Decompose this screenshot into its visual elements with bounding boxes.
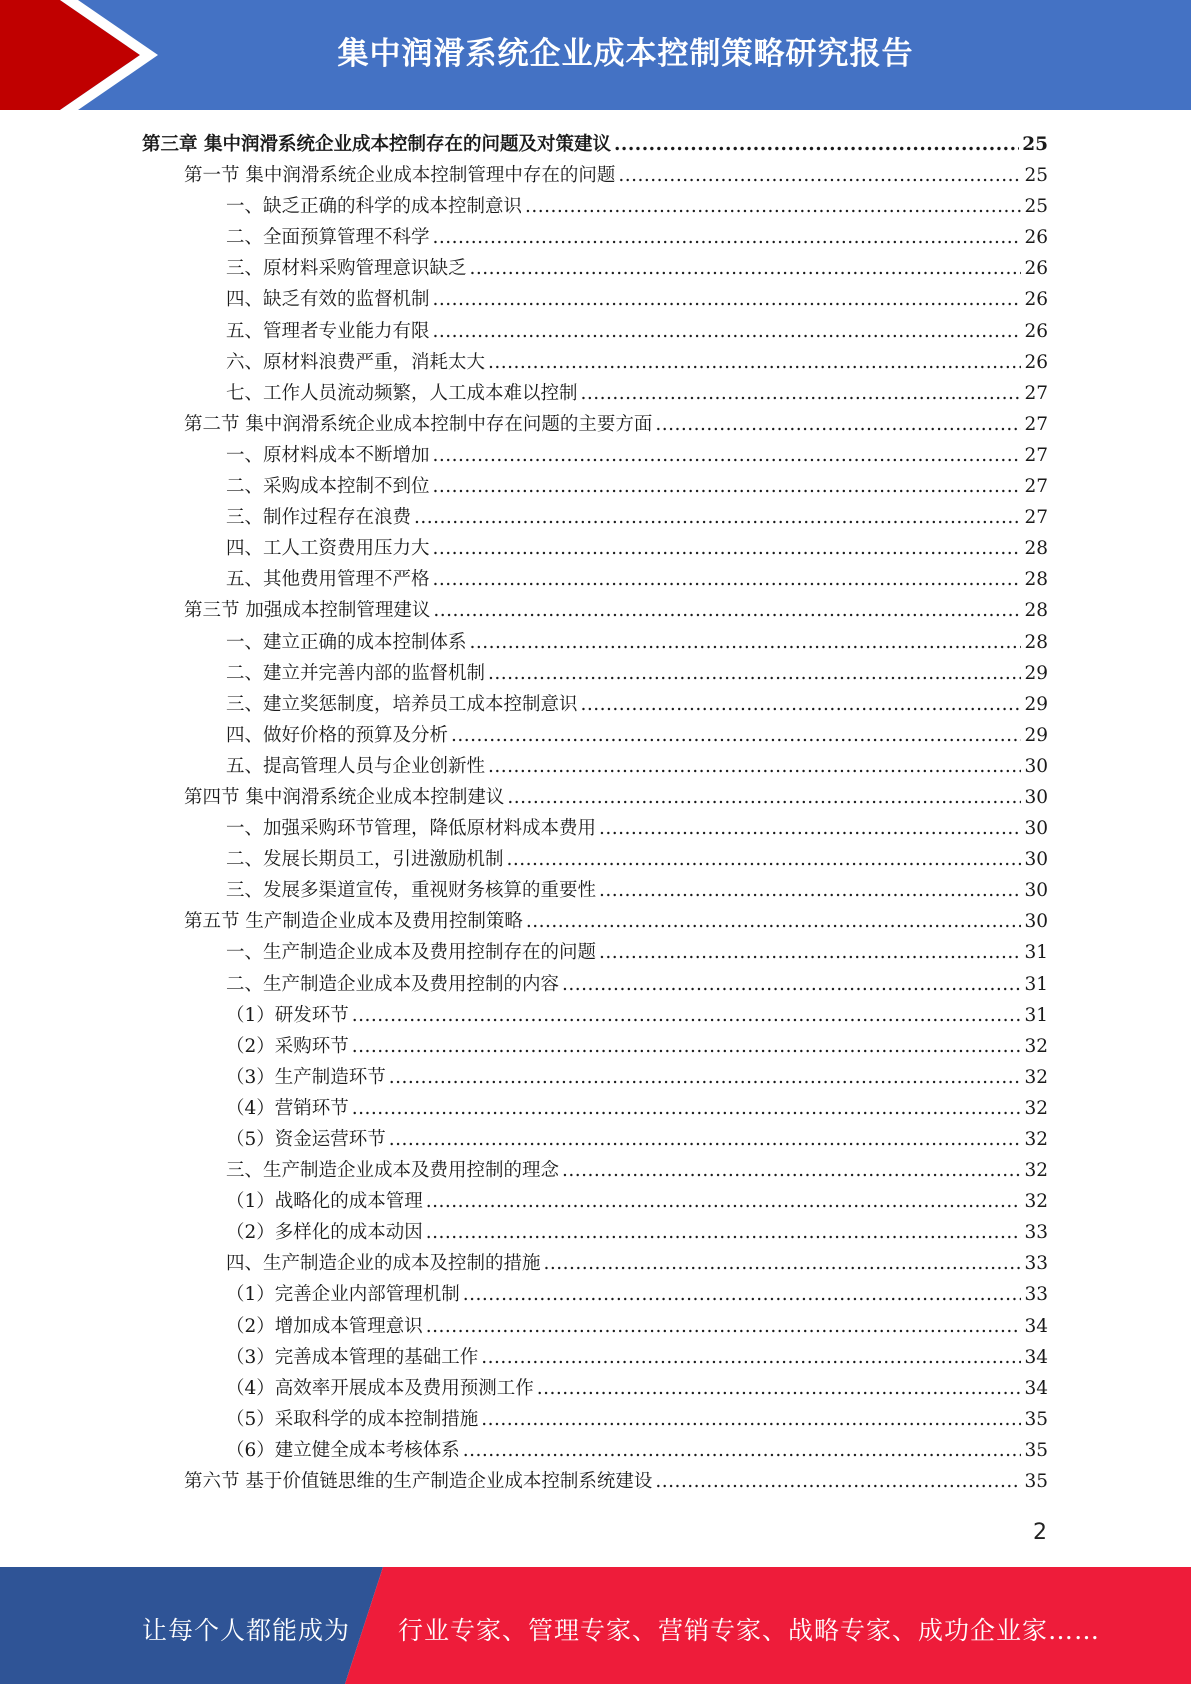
toc-entry-page: 32 xyxy=(1024,1066,1048,1088)
toc-dot-leader xyxy=(451,720,1021,751)
toc-entry[interactable] xyxy=(142,813,1048,844)
toc-dot-leader xyxy=(488,347,1021,378)
toc-entry-title: 四、做好价格的预算及分析 xyxy=(226,724,449,746)
toc-entry-page: 28 xyxy=(1024,600,1048,622)
toc-dot-leader xyxy=(655,1466,1021,1497)
header-banner xyxy=(0,0,1191,110)
toc-dot-leader xyxy=(352,1031,1022,1062)
toc-entry-title: 第二节 集中润滑系统企业成本控制中存在问题的主要方面 xyxy=(184,413,653,435)
toc-entry[interactable] xyxy=(142,844,1048,875)
toc-dot-leader xyxy=(426,1311,1022,1342)
toc-entry-page: 30 xyxy=(1024,818,1048,840)
toc-entry[interactable] xyxy=(142,1062,1048,1093)
toc-dot-leader xyxy=(426,1186,1022,1217)
toc-entry-page: 30 xyxy=(1024,755,1048,777)
toc-dot-leader xyxy=(433,533,1022,564)
toc-entry-title: 第三节 加强成本控制管理建议 xyxy=(184,600,431,622)
toc-dot-leader xyxy=(599,813,1021,844)
toc-entry-page: 27 xyxy=(1024,413,1048,435)
toc-dot-leader xyxy=(655,409,1021,440)
toc-entry-title: （3）生产制造环节 xyxy=(226,1066,386,1088)
toc-entry-title: 三、原材料采购管理意识缺乏 xyxy=(226,258,467,280)
toc-entry[interactable] xyxy=(142,284,1048,315)
toc-entry-title: （6）建立健全成本考核体系 xyxy=(226,1439,460,1461)
toc-dot-leader xyxy=(463,1279,1022,1310)
toc-entry-page: 31 xyxy=(1024,973,1048,995)
toc-entry-title: （1）完善企业内部管理机制 xyxy=(226,1284,460,1306)
toc-entry-page: 26 xyxy=(1024,227,1048,249)
toc-entry[interactable] xyxy=(142,1373,1048,1404)
toc-dot-leader xyxy=(488,751,1021,782)
toc-entry[interactable] xyxy=(142,1124,1048,1155)
toc-entry-title: （3）完善成本管理的基础工作 xyxy=(226,1346,479,1368)
toc-entry[interactable] xyxy=(142,533,1048,564)
toc-dot-leader xyxy=(599,875,1021,906)
toc-entry-title: 六、原材料浪费严重，消耗太大 xyxy=(226,351,486,373)
toc-entry-page: 30 xyxy=(1024,786,1048,808)
toc-entry-title: 四、工人工资费用压力大 xyxy=(226,538,430,560)
toc-entry-page: 35 xyxy=(1024,1471,1048,1493)
toc-dot-leader xyxy=(481,1342,1021,1373)
toc-entry[interactable] xyxy=(142,875,1048,906)
toc-dot-leader xyxy=(433,316,1022,347)
toc-entry-title: 四、生产制造企业的成本及控制的措施 xyxy=(226,1253,541,1275)
toc-entry-page: 25 xyxy=(1022,134,1048,155)
toc-entry[interactable] xyxy=(142,782,1048,813)
toc-entry-page: 26 xyxy=(1024,320,1048,342)
toc-entry-page: 32 xyxy=(1024,1035,1048,1057)
toc-entry-title: 五、其他费用管理不严格 xyxy=(226,569,430,591)
toc-entry-title: 一、加强采购环节管理，降低原材料成本费用 xyxy=(226,818,597,840)
toc-entry[interactable] xyxy=(142,658,1048,689)
toc-entry-page: 33 xyxy=(1024,1284,1048,1306)
toc-entry-page: 27 xyxy=(1024,476,1048,498)
toc-entry[interactable] xyxy=(142,1248,1048,1279)
toc-entry[interactable] xyxy=(142,564,1048,595)
toc-entry-title: （2）增加成本管理意识 xyxy=(226,1315,423,1337)
toc-entry-title: 三、生产制造企业成本及费用控制的理念 xyxy=(226,1160,560,1182)
toc-entry[interactable] xyxy=(142,627,1048,658)
toc-entry-title: 二、采购成本控制不到位 xyxy=(226,476,430,498)
toc-dot-leader xyxy=(389,1124,1022,1155)
toc-entry-page: 30 xyxy=(1024,880,1048,902)
toc-entry-title: 一、缺乏正确的科学的成本控制意识 xyxy=(226,196,523,218)
footer-slogan-right: 行业专家、管理专家、营销专家、战略专家、成功企业家…… xyxy=(398,1616,1101,1645)
toc-entry[interactable] xyxy=(142,1435,1048,1466)
toc-entry[interactable] xyxy=(142,347,1048,378)
toc-entry-title: 二、全面预算管理不科学 xyxy=(226,227,430,249)
toc-dot-leader xyxy=(614,129,1019,160)
page-number: 2 xyxy=(1033,1520,1047,1545)
toc-entry-page: 34 xyxy=(1024,1346,1048,1368)
toc-dot-leader xyxy=(470,253,1022,284)
toc-dot-leader xyxy=(433,471,1022,502)
toc-entry-title: （4）营销环节 xyxy=(226,1097,349,1119)
toc-dot-leader xyxy=(599,937,1021,968)
toc-dot-leader xyxy=(488,658,1021,689)
toc-entry-page: 27 xyxy=(1024,507,1048,529)
toc-entry-title: （4）高效率开展成本及费用预测工作 xyxy=(226,1377,534,1399)
toc-entry[interactable] xyxy=(142,409,1048,440)
toc-entry-title: （1）研发环节 xyxy=(226,1004,349,1026)
toc-entry-page: 26 xyxy=(1024,258,1048,280)
toc-entry[interactable] xyxy=(142,1093,1048,1124)
toc-entry-title: （2）采购环节 xyxy=(226,1035,349,1057)
toc-entry-page: 31 xyxy=(1024,1004,1048,1026)
toc-entry[interactable] xyxy=(142,1186,1048,1217)
toc-entry[interactable] xyxy=(142,751,1048,782)
toc-entry-page: 29 xyxy=(1024,693,1048,715)
toc-dot-leader xyxy=(433,222,1022,253)
toc-entry-title: 第五节 生产制造企业成本及费用控制策略 xyxy=(184,911,523,933)
toc-entry[interactable] xyxy=(142,1031,1048,1062)
toc-entry-page: 25 xyxy=(1024,196,1048,218)
toc-entry-page: 29 xyxy=(1024,662,1048,684)
footer-banner xyxy=(0,1567,1191,1684)
toc-entry[interactable] xyxy=(142,720,1048,751)
toc-dot-leader xyxy=(537,1373,1022,1404)
toc-entry[interactable] xyxy=(142,1404,1048,1435)
toc-dot-leader xyxy=(481,1404,1021,1435)
toc-dot-leader xyxy=(618,160,1021,191)
toc-entry-page: 30 xyxy=(1024,911,1048,933)
toc-entry-page: 25 xyxy=(1024,165,1048,187)
toc-entry-page: 27 xyxy=(1024,382,1048,404)
toc-dot-leader xyxy=(581,689,1022,720)
toc-entry[interactable] xyxy=(142,471,1048,502)
toc-entry-title: 二、建立并完善内部的监督机制 xyxy=(226,662,486,684)
toc-entry-page: 26 xyxy=(1024,351,1048,373)
toc-entry-title: （5）资金运营环节 xyxy=(226,1129,386,1150)
table-of-contents xyxy=(142,129,1048,1497)
toc-dot-leader xyxy=(507,782,1021,813)
toc-dot-leader xyxy=(414,502,1021,533)
toc-entry-page: 28 xyxy=(1024,569,1048,591)
toc-entry-title: 第六节 基于价值链思维的生产制造企业成本控制系统建设 xyxy=(184,1471,653,1493)
toc-entry[interactable] xyxy=(142,316,1048,347)
toc-entry-page: 32 xyxy=(1024,1097,1048,1119)
toc-entry[interactable] xyxy=(142,440,1048,471)
toc-entry[interactable] xyxy=(142,222,1048,253)
toc-entry-title: 三、发展多渠道宣传，重视财务核算的重要性 xyxy=(226,880,597,902)
toc-entry-title: 四、缺乏有效的监督机制 xyxy=(226,289,430,311)
toc-entry-title: 七、工作人员流动频繁，人工成本难以控制 xyxy=(226,382,578,404)
toc-entry[interactable] xyxy=(142,1217,1048,1248)
toc-entry-page: 34 xyxy=(1024,1315,1048,1337)
toc-dot-leader xyxy=(352,1093,1022,1124)
toc-entry-page: 32 xyxy=(1024,1129,1048,1150)
toc-entry-title: 三、建立奖惩制度，培养员工成本控制意识 xyxy=(226,693,578,715)
toc-entry[interactable] xyxy=(142,689,1048,720)
toc-entry-page: 26 xyxy=(1024,289,1048,311)
toc-entry[interactable] xyxy=(142,937,1048,968)
toc-entry-title: （5）采取科学的成本控制措施 xyxy=(226,1408,479,1430)
toc-entry-title: 二、发展长期员工，引进激励机制 xyxy=(226,849,504,871)
toc-entry-title: 五、管理者专业能力有限 xyxy=(226,320,430,342)
toc-entry-title: 一、原材料成本不断增加 xyxy=(226,444,430,466)
toc-entry-page: 28 xyxy=(1024,538,1048,560)
toc-entry-page: 29 xyxy=(1024,724,1048,746)
toc-dot-leader xyxy=(562,1155,1021,1186)
toc-entry-page: 32 xyxy=(1024,1191,1048,1213)
toc-entry-title: 二、生产制造企业成本及费用控制的内容 xyxy=(226,973,560,995)
toc-entry-title: 第三章 集中润滑系统企业成本控制存在的问题及对策建议 xyxy=(142,134,611,155)
toc-entry-title: 一、生产制造企业成本及费用控制存在的问题 xyxy=(226,942,597,964)
toc-entry-page: 34 xyxy=(1024,1377,1048,1399)
toc-dot-leader xyxy=(352,1000,1022,1031)
toc-entry-title: 五、提高管理人员与企业创新性 xyxy=(226,755,486,777)
toc-entry-page: 28 xyxy=(1024,631,1048,653)
toc-entry[interactable] xyxy=(142,160,1048,191)
toc-dot-leader xyxy=(470,627,1022,658)
toc-dot-leader xyxy=(562,969,1021,1000)
toc-entry-page: 35 xyxy=(1024,1408,1048,1430)
toc-entry[interactable] xyxy=(142,253,1048,284)
toc-dot-leader xyxy=(433,440,1022,471)
toc-dot-leader xyxy=(426,1217,1022,1248)
toc-entry[interactable] xyxy=(142,129,1048,160)
toc-entry[interactable] xyxy=(142,1466,1048,1497)
toc-entry[interactable] xyxy=(142,1155,1048,1186)
toc-dot-leader xyxy=(433,564,1022,595)
toc-dot-leader xyxy=(463,1435,1022,1466)
toc-entry[interactable] xyxy=(142,378,1048,409)
toc-entry[interactable] xyxy=(142,1342,1048,1373)
toc-entry[interactable] xyxy=(142,969,1048,1000)
toc-entry-title: 一、建立正确的成本控制体系 xyxy=(226,631,467,653)
toc-entry-page: 33 xyxy=(1024,1222,1048,1244)
toc-entry-page: 31 xyxy=(1024,942,1048,964)
toc-dot-leader xyxy=(433,284,1022,315)
toc-entry[interactable] xyxy=(142,191,1048,222)
toc-dot-leader xyxy=(544,1248,1022,1279)
toc-entry[interactable] xyxy=(142,1311,1048,1342)
toc-dot-leader xyxy=(507,844,1022,875)
toc-dot-leader xyxy=(581,378,1022,409)
toc-entry-page: 30 xyxy=(1024,849,1048,871)
toc-dot-leader xyxy=(433,595,1021,626)
toc-entry-page: 32 xyxy=(1024,1160,1048,1182)
toc-entry-page: 35 xyxy=(1024,1439,1048,1461)
toc-dot-leader xyxy=(389,1062,1022,1093)
footer-slogan-left: 让每个人都能成为 xyxy=(142,1616,351,1645)
toc-entry-page: 27 xyxy=(1024,444,1048,466)
toc-dot-leader xyxy=(526,906,1022,937)
toc-entry[interactable] xyxy=(142,595,1048,626)
toc-entry-title: 第一节 集中润滑系统企业成本控制管理中存在的问题 xyxy=(184,165,616,187)
toc-entry[interactable] xyxy=(142,1000,1048,1031)
toc-entry[interactable] xyxy=(142,502,1048,533)
toc-entry-title: 三、制作过程存在浪费 xyxy=(226,507,412,529)
toc-entry-title: （2）多样化的成本动因 xyxy=(226,1222,423,1244)
toc-entry-page: 33 xyxy=(1024,1253,1048,1275)
toc-entry[interactable] xyxy=(142,1279,1048,1310)
toc-dot-leader xyxy=(525,191,1021,222)
toc-entry-title: （1）战略化的成本管理 xyxy=(226,1191,423,1213)
header-title: 集中润滑系统企业成本控制策略研究报告 xyxy=(337,36,914,72)
toc-entry-title: 第四节 集中润滑系统企业成本控制建议 xyxy=(184,786,505,808)
toc-entry[interactable] xyxy=(142,906,1048,937)
